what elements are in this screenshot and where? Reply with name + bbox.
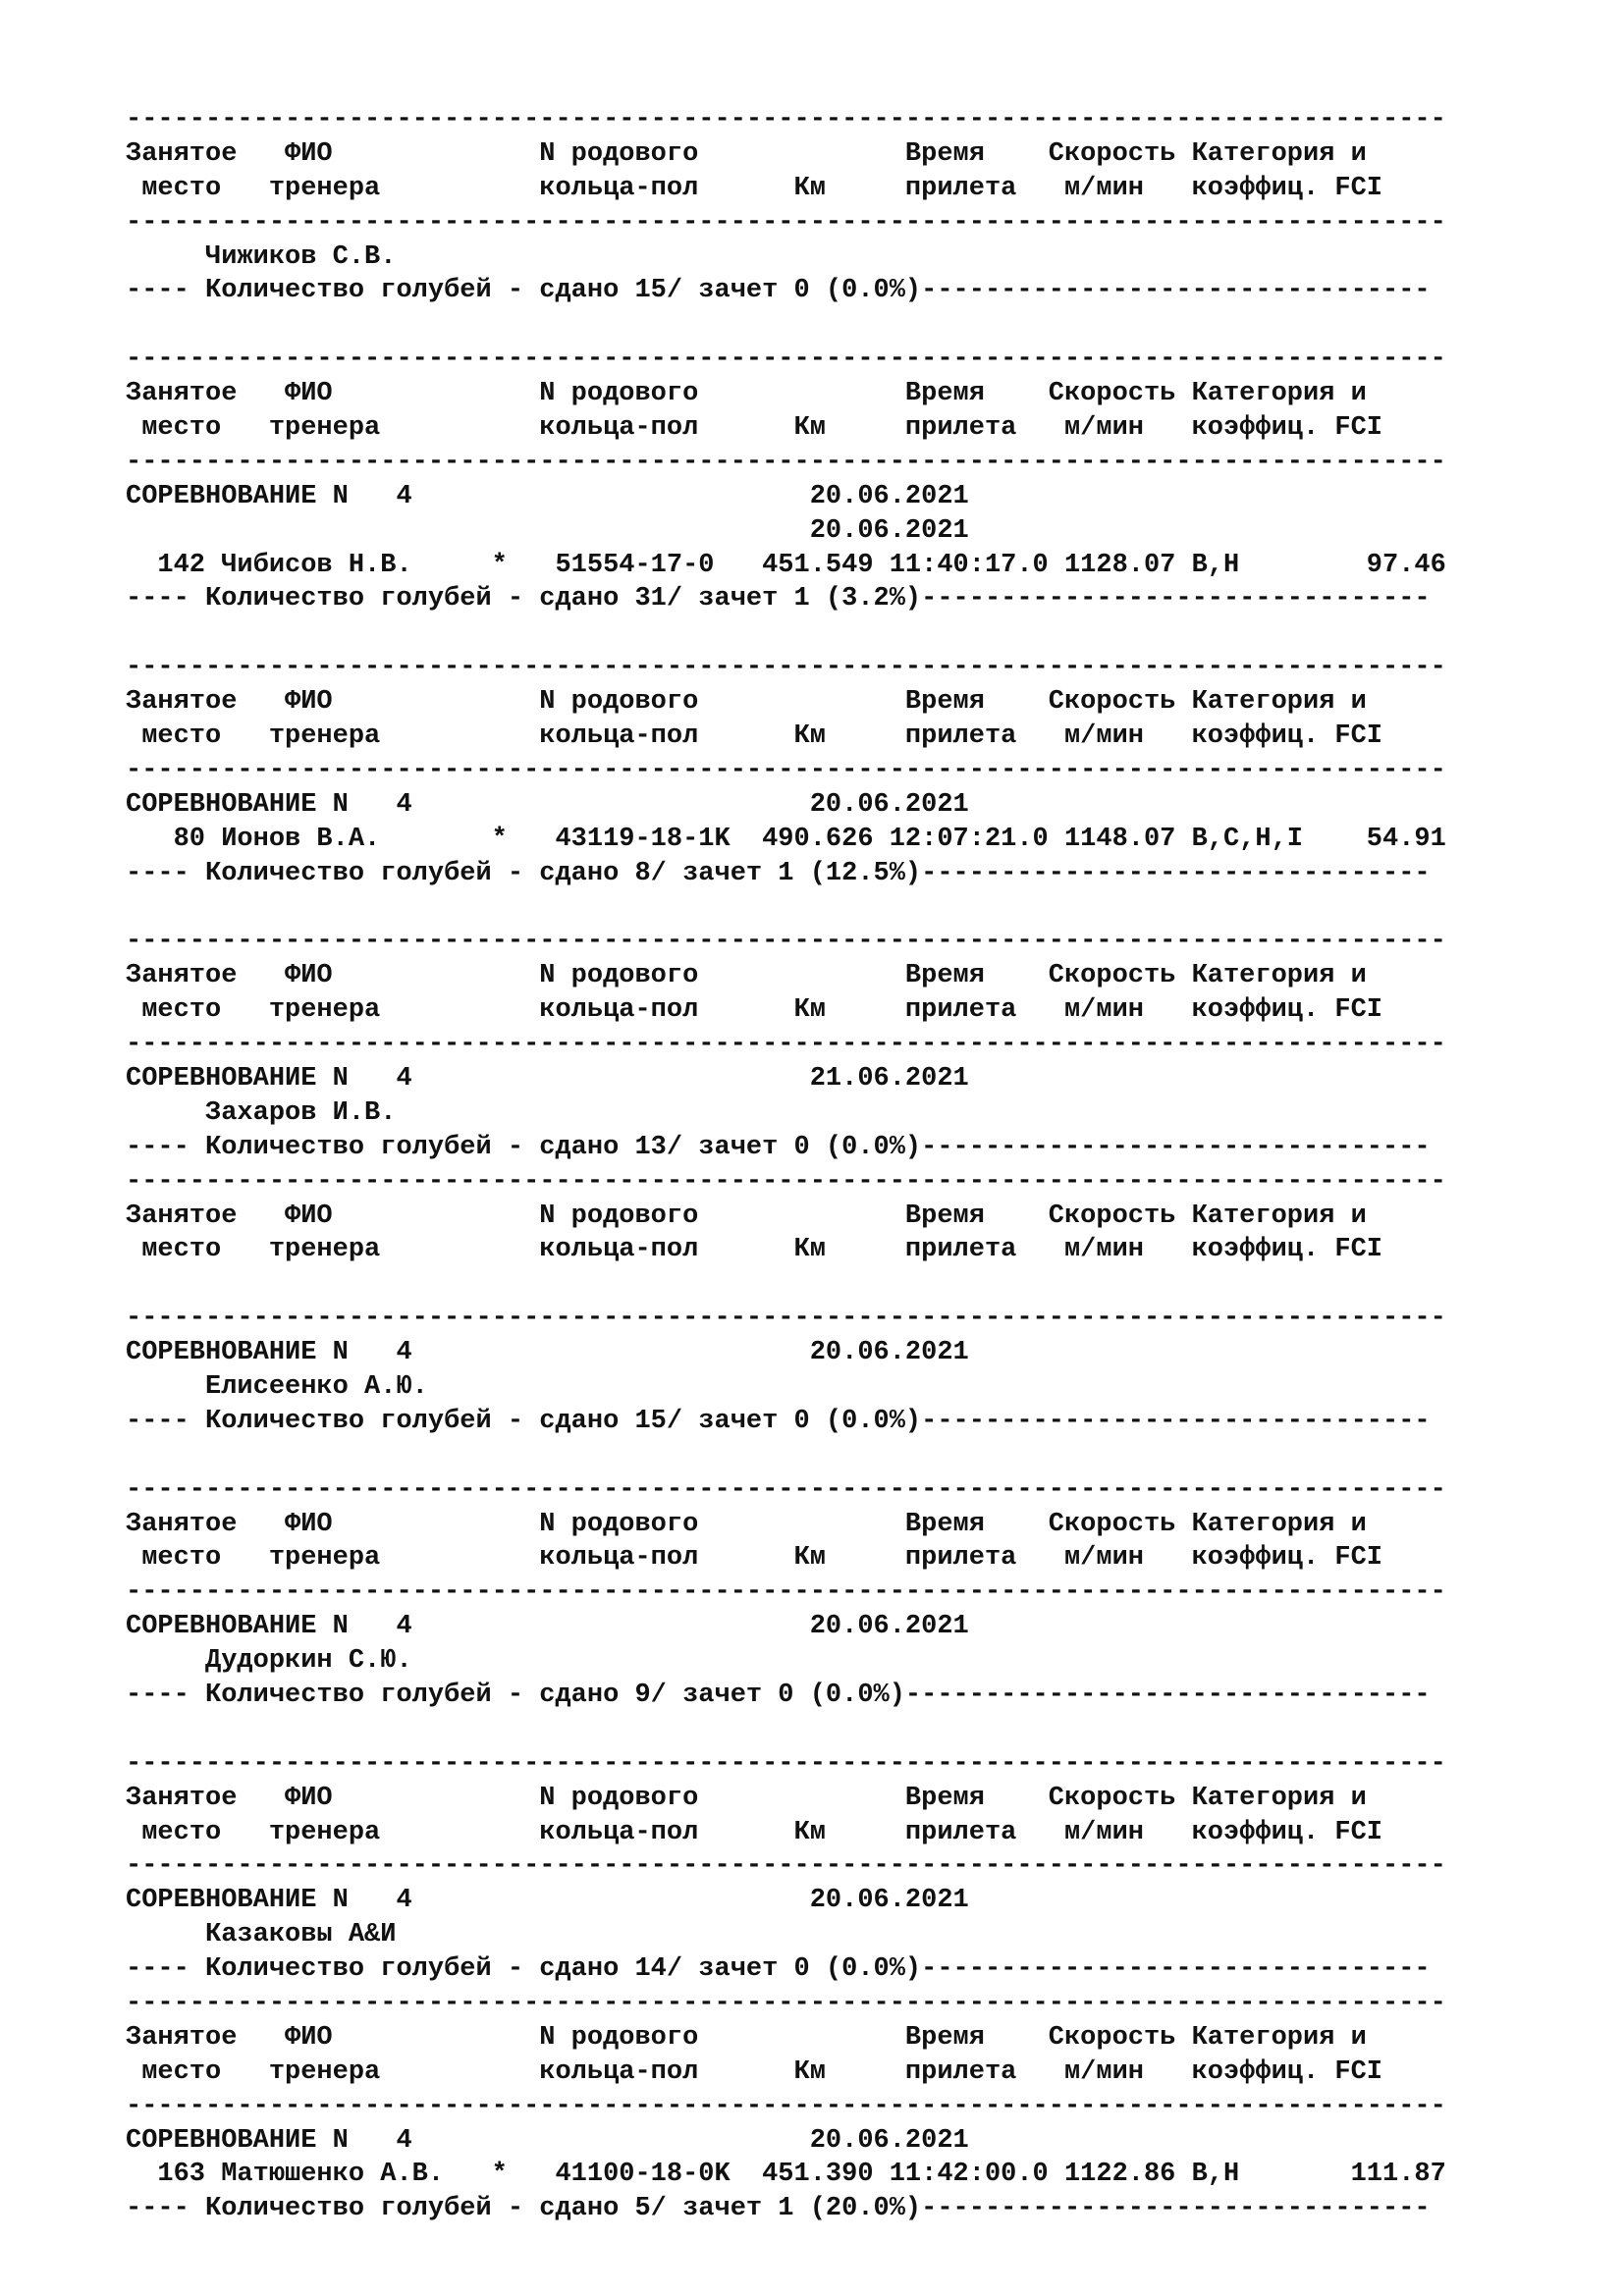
result-row: 142 Чибисов Н.В. * 51554-17-0 451.549 11:40:17.0 1128.07 B,H 97.46 bbox=[126, 550, 1446, 580]
blank-line bbox=[126, 308, 1598, 343]
separator-line: ----------------------------------------------------------------------------------- bbox=[126, 1748, 1446, 1779]
separator-line: ----------------------------------------------------------------------------------- bbox=[126, 1474, 1446, 1505]
blank-line bbox=[126, 616, 1598, 651]
date-line: 20.06.2021 bbox=[126, 515, 969, 546]
pigeon-count-summary: ---- Количество голубей - сдано 31/ зачет 1 (3.2%)-------------------------------- bbox=[126, 584, 1431, 614]
column-header-row-2: место тренера кольца-пол Км прилета м/мин коэффиц. FCI bbox=[126, 1817, 1383, 1847]
separator-line: ----------------------------------------------------------------------------------- bbox=[126, 2091, 1446, 2121]
column-header-row-2: место тренера кольца-пол Км прилета м/мин коэффиц. FCI bbox=[126, 721, 1383, 752]
participant-name: Чижиков С.В. bbox=[126, 241, 397, 272]
blank-line bbox=[126, 1439, 1598, 1473]
result-row: 163 Матюшенко А.В. * 41100-18-0K 451.390 11:42:00.0 1122.86 B,H 111.87 bbox=[126, 2160, 1446, 2190]
separator-line: ----------------------------------------------------------------------------------- bbox=[126, 1030, 1446, 1060]
separator-line: ----------------------------------------------------------------------------------- bbox=[126, 927, 1446, 957]
competition-line: СОРЕВНОВАНИЕ N 4 20.06.2021 bbox=[126, 1612, 969, 1642]
pigeon-count-summary: ---- Количество голубей - сдано 15/ зачет 0 (0.0%)-------------------------------- bbox=[126, 1406, 1431, 1436]
pigeon-count-summary: ---- Количество голубей - сдано 9/ зачет 0 (0.0%)--------------------------------- bbox=[126, 1680, 1431, 1710]
pigeon-count-summary: ---- Количество голубей - сдано 5/ зачет 1 (20.0%)-------------------------------- bbox=[126, 2194, 1431, 2224]
pigeon-count-summary: ---- Количество голубей - сдано 13/ зачет 0 (0.0%)-------------------------------- bbox=[126, 1132, 1431, 1162]
participant-name: Дудоркин С.Ю. bbox=[126, 1646, 412, 1677]
column-header-row-2: место тренера кольца-пол Км прилета м/мин коэффиц. FCI bbox=[126, 2056, 1383, 2087]
column-header-row-1: Занятое ФИО N родового Время Скорость Категория и bbox=[126, 1509, 1367, 1539]
blank-line bbox=[126, 1713, 1598, 1747]
competition-line: СОРЕВНОВАНИЕ N 4 20.06.2021 bbox=[126, 481, 969, 511]
column-header-row-1: Занятое ФИО N родового Время Скорость Категория и bbox=[126, 138, 1367, 169]
blank-line bbox=[126, 890, 1598, 925]
column-header-row-2: место тренера кольца-пол Км прилета м/мин коэффиц. FCI bbox=[126, 1235, 1383, 1265]
separator-line: ----------------------------------------------------------------------------------- bbox=[126, 1851, 1446, 1882]
separator-line: ----------------------------------------------------------------------------------- bbox=[126, 755, 1446, 785]
column-header-row-2: место тренера кольца-пол Км прилета м/мин коэффиц. FCI bbox=[126, 413, 1383, 444]
column-header-row-2: место тренера кольца-пол Км прилета м/мин коэффиц. FCI bbox=[126, 173, 1383, 203]
participant-name: Елисеенко А.Ю. bbox=[126, 1371, 428, 1402]
competition-line: СОРЕВНОВАНИЕ N 4 21.06.2021 bbox=[126, 1063, 969, 1094]
separator-line: ----------------------------------------------------------------------------------- bbox=[126, 1577, 1446, 1608]
participant-name: Казаковы А&И bbox=[126, 1920, 397, 1950]
participant-name: Захаров И.В. bbox=[126, 1097, 397, 1128]
separator-line: ----------------------------------------------------------------------------------- bbox=[126, 345, 1446, 375]
column-header-row-1: Занятое ФИО N родового Время Скорость Категория и bbox=[126, 379, 1367, 409]
pigeon-count-summary: ---- Количество голубей - сдано 15/ зачет 0 (0.0%)-------------------------------- bbox=[126, 276, 1431, 306]
separator-line: ----------------------------------------------------------------------------------- bbox=[126, 653, 1446, 683]
separator-line: ----------------------------------------------------------------------------------- bbox=[126, 447, 1446, 477]
competition-line: СОРЕВНОВАНИЕ N 4 20.06.2021 bbox=[126, 1886, 969, 1916]
separator-line: ----------------------------------------------------------------------------------- bbox=[126, 1988, 1446, 2018]
column-header-row-2: место тренера кольца-пол Км прилета м/мин коэффиц. FCI bbox=[126, 995, 1383, 1026]
column-header-row-1: Занятое ФИО N родового Время Скорость Категория и bbox=[126, 961, 1367, 991]
column-header-row-1: Занятое ФИО N родового Время Скорость Категория и bbox=[126, 2022, 1367, 2053]
competition-line: СОРЕВНОВАНИЕ N 4 20.06.2021 bbox=[126, 2125, 969, 2156]
column-header-row-1: Занятое ФИО N родового Время Скорость Категория и bbox=[126, 687, 1367, 718]
pigeon-count-summary: ---- Количество голубей - сдано 8/ зачет 1 (12.5%)-------------------------------- bbox=[126, 858, 1431, 888]
competition-line: СОРЕВНОВАНИЕ N 4 20.06.2021 bbox=[126, 789, 969, 820]
report-document bbox=[126, 103, 1598, 2226]
column-header-row-1: Занятое ФИО N родового Время Скорость Категория и bbox=[126, 1201, 1367, 1231]
separator-line: ----------------------------------------------------------------------------------- bbox=[126, 105, 1446, 134]
column-header-row-1: Занятое ФИО N родового Время Скорость Категория и bbox=[126, 1783, 1367, 1813]
result-row: 80 Ионов В.А. * 43119-18-1K 490.626 12:07:21.0 1148.07 B,C,H,I 54.91 bbox=[126, 824, 1446, 854]
column-header-row-2: место тренера кольца-пол Км прилета м/мин коэффиц. FCI bbox=[126, 1543, 1383, 1574]
pigeon-count-summary: ---- Количество голубей - сдано 14/ зачет 0 (0.0%)-------------------------------- bbox=[126, 1954, 1431, 1985]
separator-line: ----------------------------------------------------------------------------------- bbox=[126, 207, 1446, 238]
blank-line bbox=[126, 1267, 1598, 1302]
competition-line: СОРЕВНОВАНИЕ N 4 20.06.2021 bbox=[126, 1338, 969, 1368]
separator-line: ----------------------------------------------------------------------------------- bbox=[126, 1166, 1446, 1197]
separator-line: ----------------------------------------------------------------------------------- bbox=[126, 1304, 1446, 1334]
